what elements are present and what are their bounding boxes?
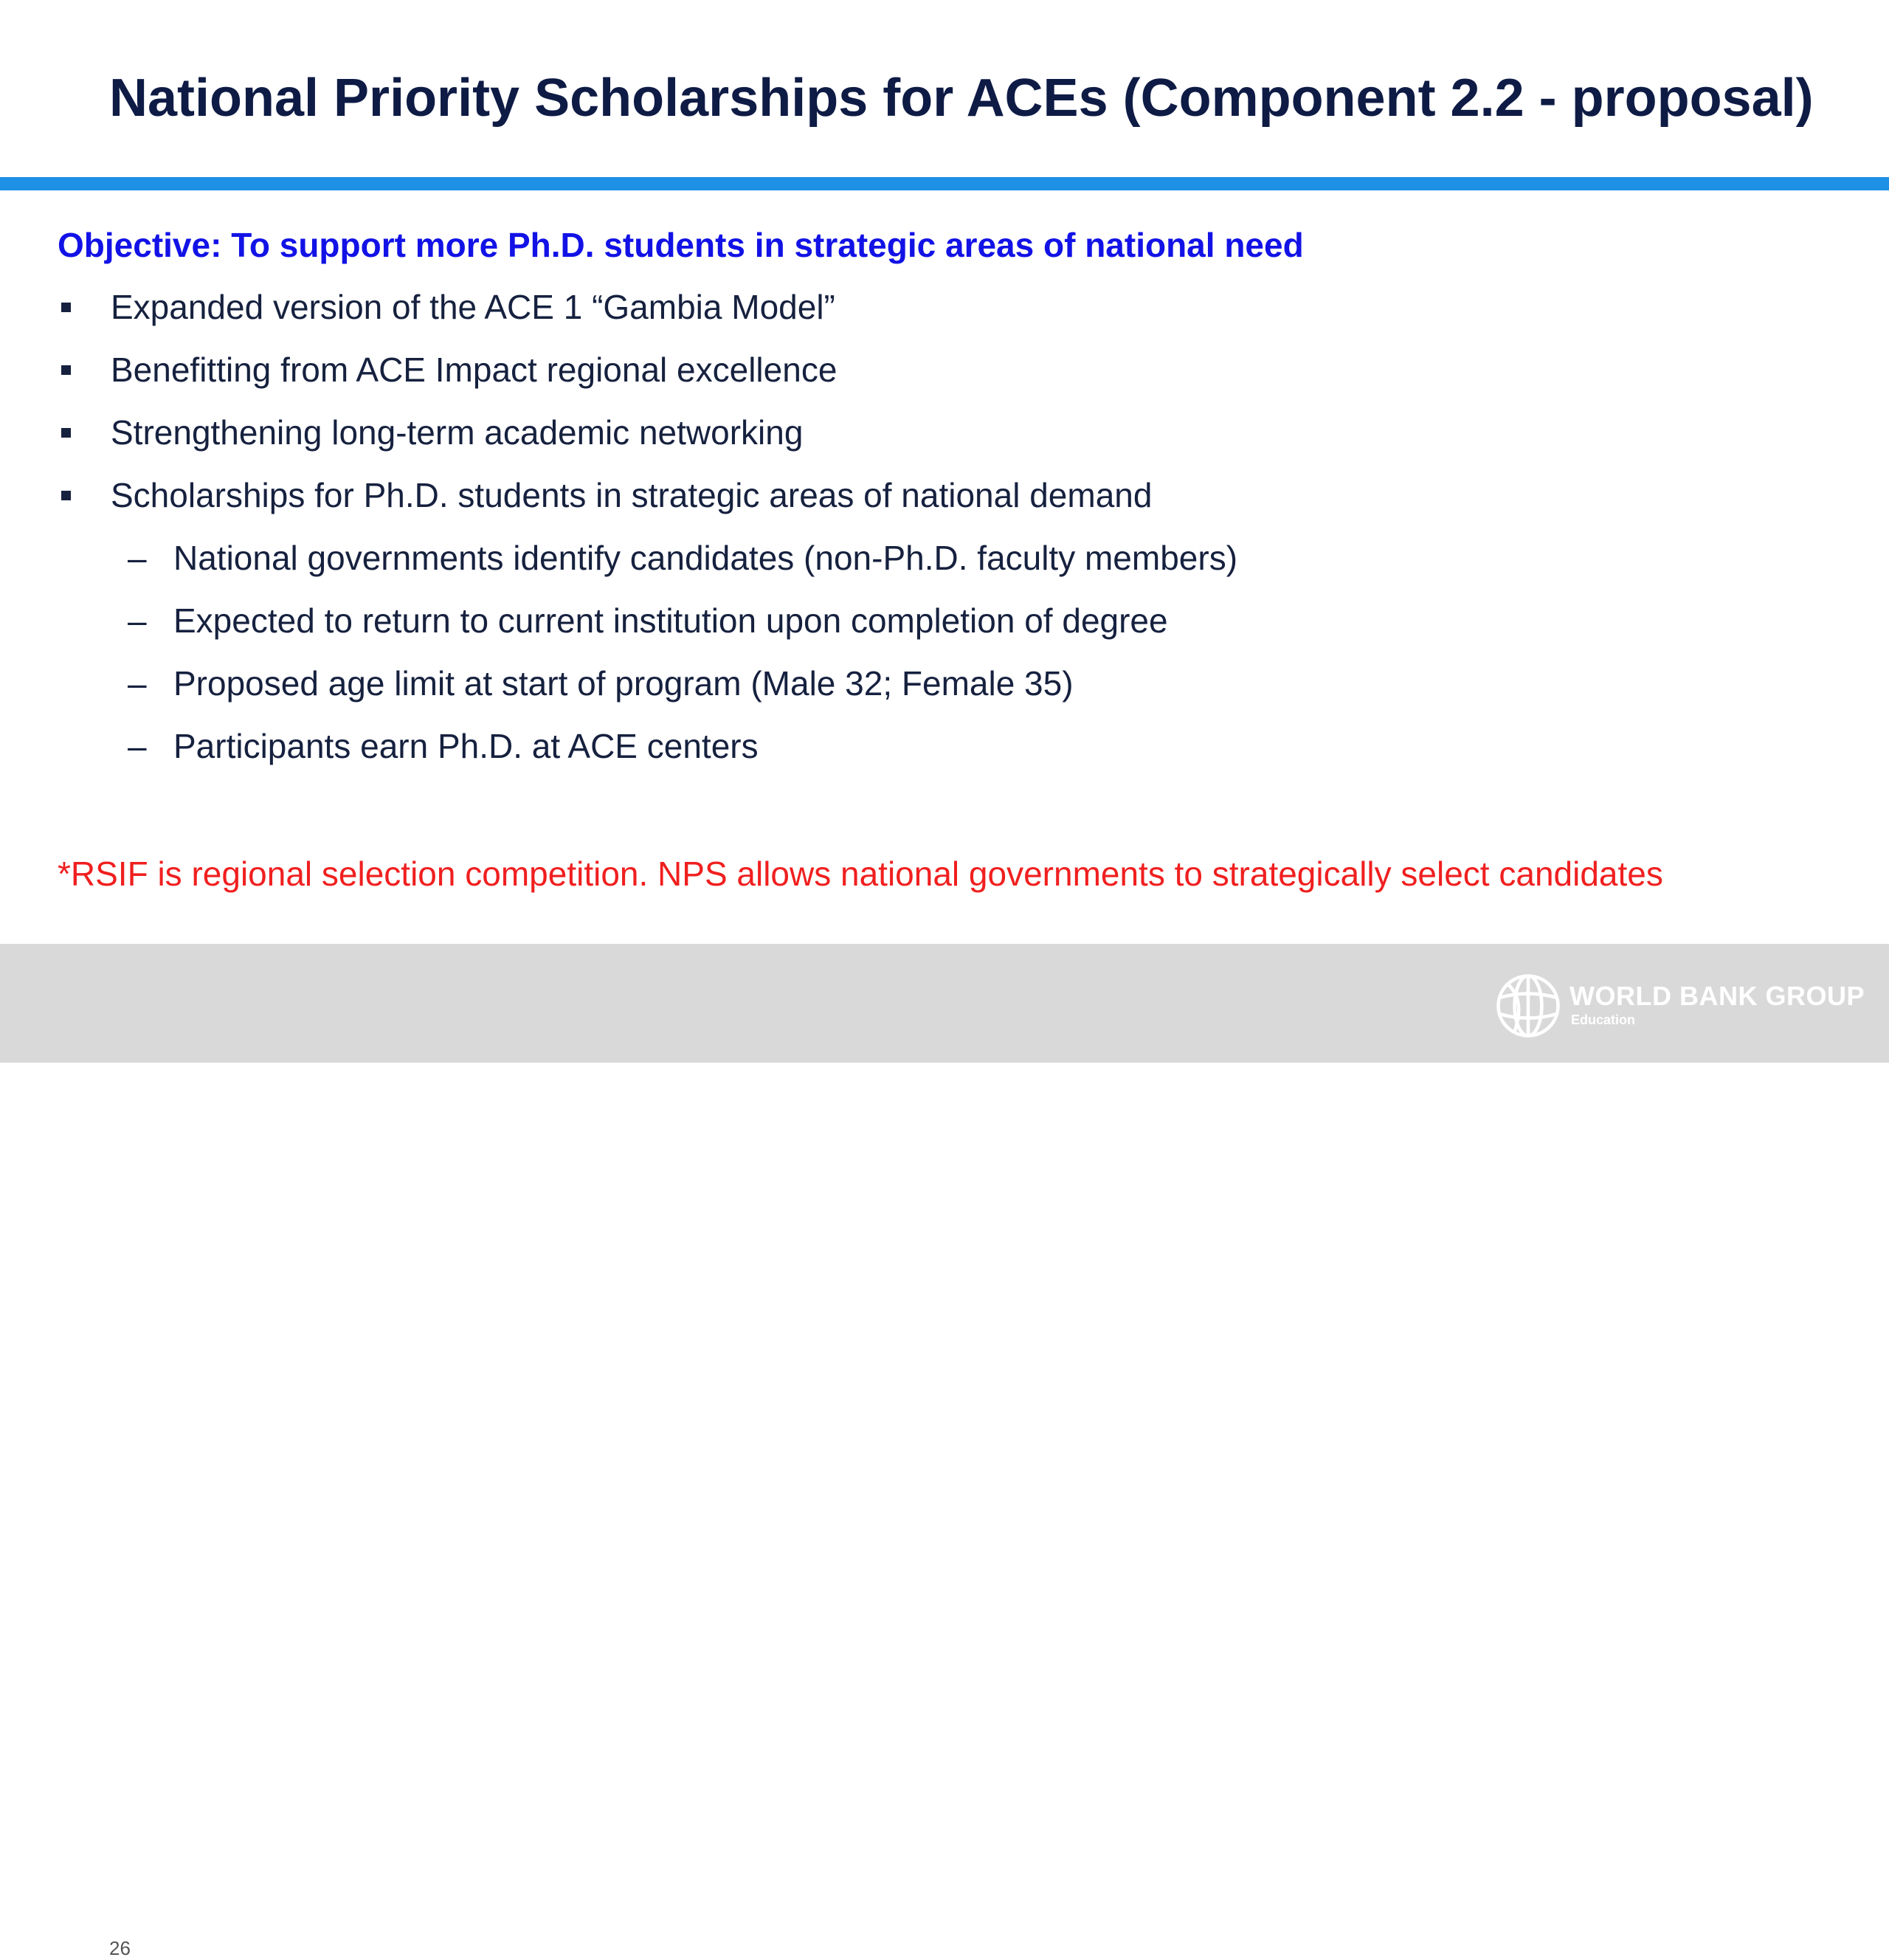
sub-bullet-item bbox=[58, 597, 1828, 660]
square-bullet-icon bbox=[61, 491, 71, 500]
bullet-item bbox=[58, 472, 1828, 534]
square-bullet-icon bbox=[61, 365, 71, 375]
footnote: *RSIF is regional selection competition. NPS allows national governments to strategically select candidates bbox=[58, 855, 1663, 893]
sub-bullet-item bbox=[58, 534, 1828, 597]
title-divider bbox=[0, 177, 1889, 190]
bullet-item bbox=[58, 346, 1828, 409]
sub-bullet-item bbox=[58, 722, 1828, 785]
bullet-text: Benefitting from ACE Impact regional excellence bbox=[111, 351, 838, 389]
dash-bullet-icon: – bbox=[128, 727, 147, 765]
page-number: 26 bbox=[109, 1937, 131, 1959]
objective-statement: Objective: To support more Ph.D. students in strategic areas of national need bbox=[58, 226, 1304, 264]
bullet-text: Scholarships for Ph.D. students in strategic areas of national demand bbox=[111, 476, 1153, 514]
sub-bullet-text: National governments identify candidates (non-Ph.D. faculty members) bbox=[173, 539, 1238, 577]
world-bank-group-logo bbox=[1494, 970, 1863, 1041]
dash-bullet-icon: – bbox=[128, 539, 147, 577]
sub-bullet-item bbox=[58, 660, 1828, 722]
bullet-item bbox=[58, 409, 1828, 472]
globe-icon bbox=[1494, 972, 1562, 1040]
sub-bullet-text: Expected to return to current institution upon completion of degree bbox=[173, 601, 1168, 640]
logo-subtitle: Education bbox=[1571, 1012, 1636, 1027]
dash-bullet-icon: – bbox=[128, 601, 147, 640]
bullet-list bbox=[58, 283, 1828, 785]
sub-bullet-text: Proposed age limit at start of program (Male 32; Female 35) bbox=[173, 664, 1074, 703]
bullet-text: Strengthening long-term academic networking bbox=[111, 413, 804, 452]
sub-bullet-text: Participants earn Ph.D. at ACE centers bbox=[173, 727, 759, 765]
logo-wordmark: WORLD BANK GROUP bbox=[1569, 981, 1865, 1011]
slide-title: National Priority Scholarships for ACEs (Component 2.2 - proposal) bbox=[109, 69, 1814, 128]
dash-bullet-icon: – bbox=[128, 664, 147, 703]
bullet-item bbox=[58, 283, 1828, 346]
square-bullet-icon bbox=[61, 303, 71, 312]
bullet-text: Expanded version of the ACE 1 “Gambia Model” bbox=[111, 288, 835, 326]
square-bullet-icon bbox=[61, 428, 71, 438]
